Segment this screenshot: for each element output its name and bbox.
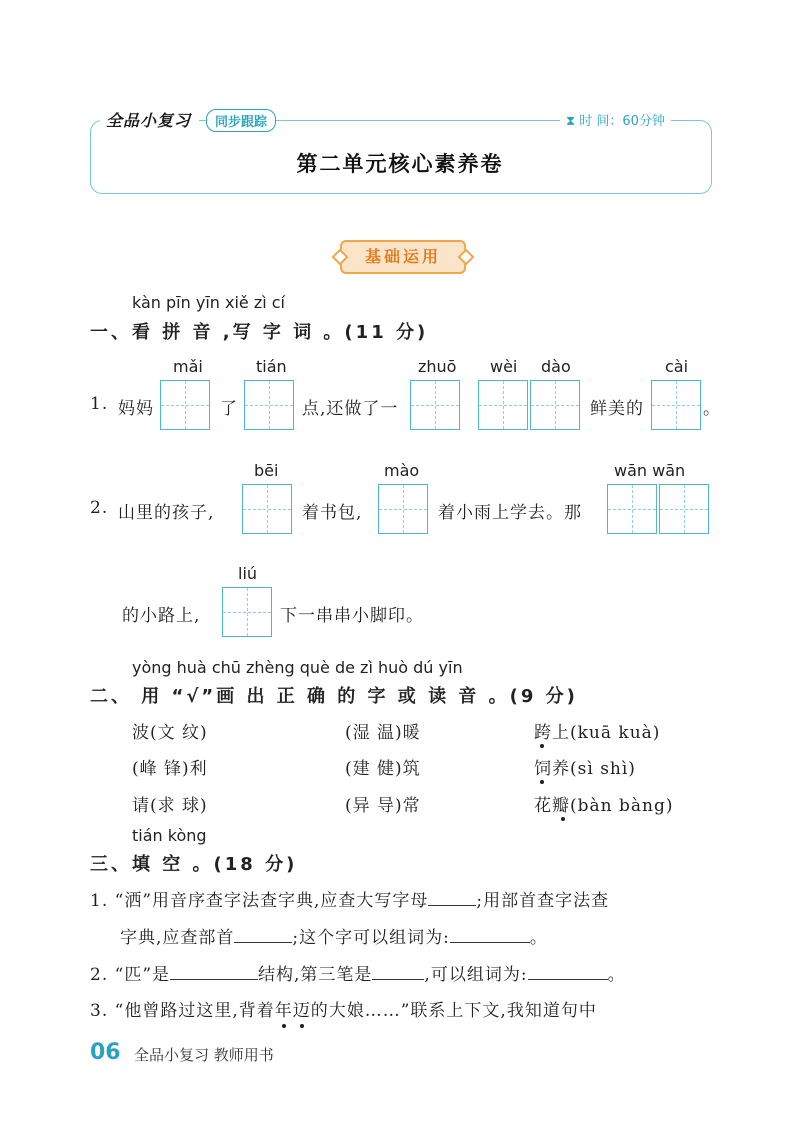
footer-text: 全品小复习 教师用书 [134,1046,274,1064]
q3-line4-text2: 的大娘……”联系上下文,我知道句中 [310,1001,597,1021]
q1-pinyin: kàn pīn yīn xiě zì cí [132,293,285,312]
q2-option[interactable]: (异 导)常 [345,796,421,816]
page-title: 第二单元核心素养卷 [296,151,504,176]
q1-s2-text1: 山里的孩子, [118,503,215,523]
sync-badge: 同步跟踪 [206,109,276,132]
char-box-zhuo[interactable] [410,380,460,430]
q2-option[interactable] [534,718,660,743]
q3-line2-text: 字典,应查部首 [120,928,235,948]
emphasis-dot [561,817,565,821]
char-box-dao[interactable] [530,380,580,430]
q2-option[interactable]: (建 健)筑 [345,759,421,779]
blank-stroke[interactable] [372,963,424,980]
q2-option-text: 跨上(kuā kuà) [534,723,661,743]
pinyin-wei: wèi [490,357,518,376]
q3-line4-text: 3. “他曾路过这里,背着 [90,1001,275,1021]
emphasis-dot [540,744,544,748]
char-box-wan1[interactable] [607,484,657,534]
q3-heading: 三、填 空 。(18 分) [90,854,298,875]
q2-option[interactable]: (湿 温)暖 [345,723,421,743]
emphasis-char: 年 [274,1001,293,1021]
char-box-mai[interactable] [160,380,210,430]
char-box-wan2[interactable] [659,484,709,534]
q2-option[interactable]: 饲养(sì shì) [534,759,636,779]
q1-s2-num: 2. [90,498,109,518]
q3-line3-end: 。 [607,965,626,985]
q3-line1 [90,886,609,911]
emphasis-char: 迈 [292,1001,311,1021]
char-box-mao[interactable] [378,484,428,534]
q1-s1-text3: 点,还做了一 [302,399,399,419]
q2-option[interactable]: 波(文 纹) [132,723,208,743]
char-box-tian[interactable] [244,380,294,430]
q1-s2-text4: 的小路上, [122,606,201,626]
hourglass-icon: ⧗ [566,114,576,129]
q2-option[interactable]: (峰 锋)利 [132,759,208,779]
char-box-liu[interactable] [222,587,272,637]
q1-s2-text3: 着小雨上学去。那 [438,503,582,523]
pinyin-mai: mǎi [173,357,203,376]
pinyin-cai: cài [665,357,689,376]
page-number: 06 [90,1040,121,1065]
q3-line3-text: 2. “匹”是 [90,965,171,985]
q3-pinyin: tián kòng [132,826,207,845]
pinyin-liu: liú [238,564,258,583]
q1-s1-num: 1. [90,394,109,414]
q3-line3-text2: 结构,第三笔是 [258,965,373,985]
q1-s1-text5: 。 [703,399,721,419]
pinyin-wanwan: wān wān [614,461,686,480]
q1-s1-text1: 妈妈 [118,399,154,419]
pinyin-zhuo: zhuō [418,357,457,376]
emphasis-dot [540,780,544,784]
q3-line2 [120,923,548,948]
char-box-bei[interactable] [242,484,292,534]
q1-s2-text2: 着书包, [302,503,363,523]
char-box-cai[interactable] [651,380,701,430]
q1-s1-text2: 了 [220,399,238,419]
q3-line4 [90,996,597,1021]
q3-line1-text2: ;用部首查字法查 [476,891,610,911]
section-badge: 基础运用 [340,240,466,274]
q3-line3-text3: ,可以组词为: [424,965,528,985]
char-box-wei[interactable] [478,380,528,430]
q3-line1-text: 1. “洒”用音序查字法查字典,应查大写字母 [90,891,429,911]
blank-structure[interactable] [170,963,258,980]
time-label: 时 间：60分钟 [579,114,665,129]
q2-heading: 二、 用 “√”画 出 正 确 的 字 或 读 音 。(9 分) [90,686,578,707]
q2-option[interactable]: 花瓣(bàn bàng) [534,796,674,816]
blank-word[interactable] [450,926,530,943]
q1-s2-text5: 下一串串小脚印。 [280,606,424,626]
q3-line2-end: 。 [529,928,548,948]
pinyin-mao: mào [384,461,420,480]
q3-line2-text2: ;这个字可以组词为: [292,928,450,948]
blank-word2[interactable] [528,963,608,980]
blank-letter[interactable] [428,889,476,906]
q1-heading: 一、看 拼 音 ,写 字 词 。(11 分) [90,322,429,343]
brand-logo: 全品小复习 [100,108,199,131]
q1-s1-text4: 鲜美的 [590,399,644,419]
pinyin-bei: bēi [254,461,279,480]
blank-radical[interactable] [234,926,292,943]
q2-pinyin: yòng huà chū zhèng què de zì huò dú yīn [132,658,463,677]
time-limit [560,110,671,129]
pinyin-dao: dào [541,357,571,376]
q2-option[interactable]: 请(求 球) [132,796,208,816]
pinyin-tian: tián [256,357,287,376]
q3-line3 [90,960,626,985]
